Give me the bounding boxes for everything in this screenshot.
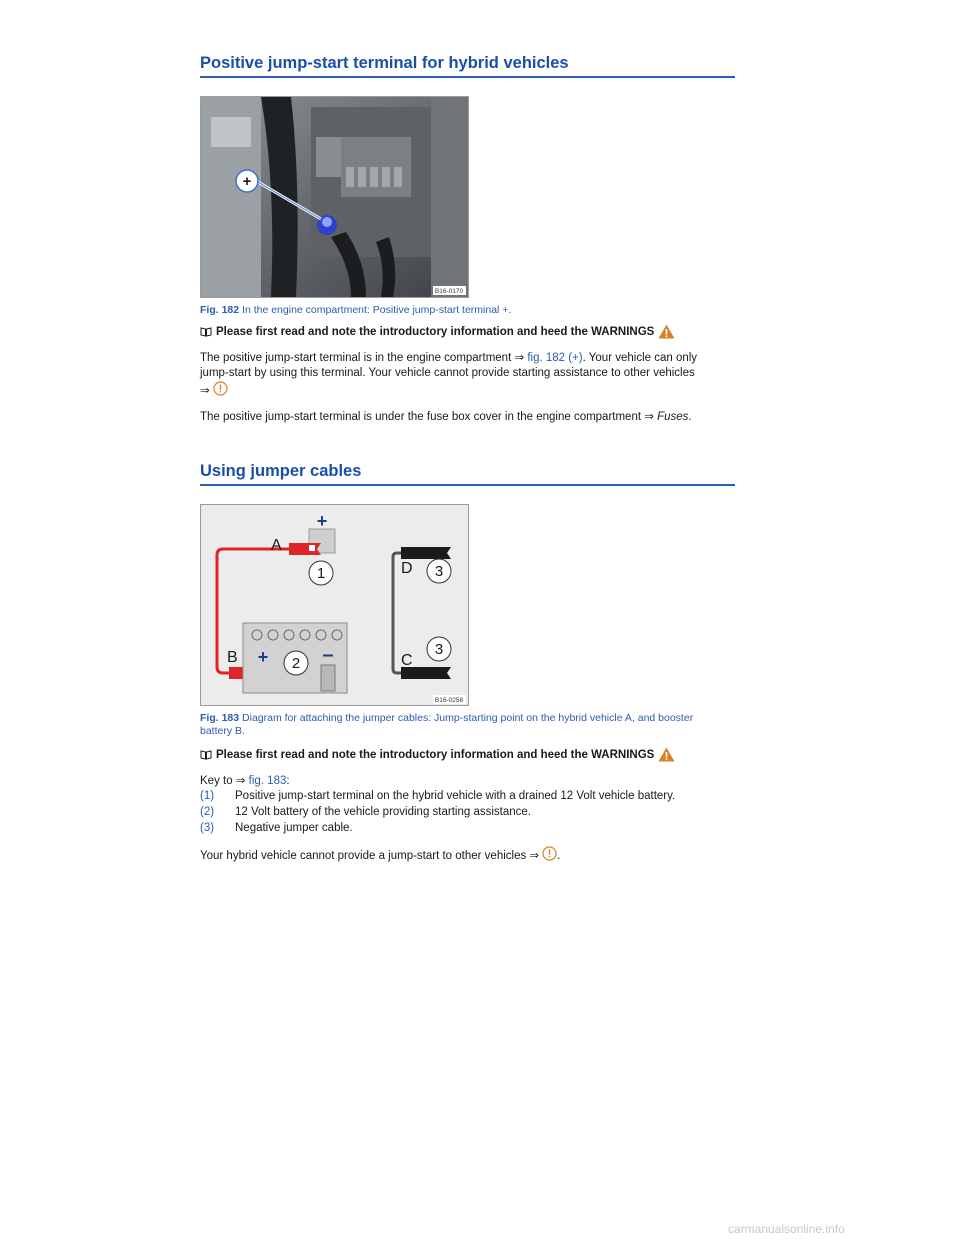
final-period: . [557, 850, 561, 862]
key-text: Negative jumper cable. [235, 822, 353, 834]
caption-label: Fig. 182 [200, 304, 240, 316]
paragraph-no-jumpstart-others [200, 846, 720, 864]
figure-caption-182 [200, 304, 730, 317]
figure-plus-label: + [242, 173, 252, 190]
caption-line1: Diagram for attaching the jumper cables: Jump-starting point on the hybrid vehicle A, and booster [239, 712, 694, 724]
para1-text-b: . Your vehicle can only [582, 352, 698, 364]
warnings-notice-2 [200, 747, 675, 762]
section-title-positive-terminal: Positive jump-start terminal for hybrid vehicles [200, 54, 735, 78]
key-num: (2) [200, 806, 215, 818]
warning-triangle-icon[interactable] [658, 324, 675, 339]
jumper-cable-diagram [201, 505, 468, 705]
para2-text-a: The positive jump-start terminal is under the fuse box cover in the engine compartment ⇒ [200, 411, 654, 423]
caption-line2: battery B. [200, 725, 245, 737]
key-num: (3) [200, 822, 215, 834]
figure-code: B16-0258 [434, 697, 464, 704]
figure-code: B16-0170 [434, 288, 464, 295]
caption-label: Fig. 183 [200, 712, 240, 724]
battery-minus-label: – [322, 644, 334, 666]
caution-circle-icon[interactable] [213, 381, 228, 396]
section-title-jumper-cables: Using jumper cables [200, 462, 735, 486]
fig-182-link[interactable]: fig. 182 (+) [527, 352, 583, 364]
callout-3-top: 3 [434, 563, 444, 580]
callout-3-bottom: 3 [434, 641, 444, 658]
caution-circle-icon[interactable] [542, 846, 557, 861]
book-icon [200, 750, 212, 760]
callout-1: 1 [316, 565, 326, 582]
para1-arrow: ⇒ [200, 385, 210, 397]
para1-line2: jump-start by using this terminal. Your vehicle cannot provide starting assistance to other vehicles [200, 367, 695, 379]
warnings-notice-1 [200, 324, 675, 339]
callout-2: 2 [291, 655, 301, 672]
label-C: C [401, 652, 413, 669]
key-intro-colon: : [286, 775, 290, 787]
figure-caption-183 [200, 712, 730, 738]
terminal-plus-label: + [316, 511, 328, 531]
warning-triangle-icon[interactable] [658, 747, 675, 762]
paragraph-fuse-box [200, 410, 720, 425]
fig-183-link[interactable]: fig. 183 [248, 775, 287, 787]
engine-compartment-photo [201, 97, 468, 297]
key-item-1 [200, 790, 675, 802]
key-item-2 [200, 806, 531, 818]
fuses-link[interactable]: Fuses [657, 411, 689, 423]
notice-text: Please first read and note the introductory information and heed the WARNINGS [216, 325, 655, 338]
para2-text-b: . [688, 411, 692, 423]
book-icon [200, 327, 212, 337]
paragraph-terminal-location [200, 351, 720, 399]
watermark: carmanualsonline.info [728, 1222, 845, 1236]
key-intro [200, 774, 720, 789]
figure-jumper-diagram [200, 504, 469, 706]
para1-text-a: The positive jump-start terminal is in the engine compartment ⇒ [200, 352, 525, 364]
key-text: 12 Volt battery of the vehicle providing starting assistance. [235, 806, 531, 818]
key-item-3 [200, 822, 353, 834]
final-text: Your hybrid vehicle cannot provide a jump-start to other vehicles ⇒ [200, 850, 540, 862]
figure-engine-compartment [200, 96, 469, 298]
battery-plus-label: + [257, 647, 269, 667]
label-B: B [227, 649, 238, 666]
notice-text: Please first read and note the introductory information and heed the WARNINGS [216, 748, 655, 761]
caption-text: In the engine compartment: Positive jump-start terminal +. [239, 304, 512, 316]
key-text: Positive jump-start terminal on the hybrid vehicle with a drained 12 Volt vehicle battery. [235, 790, 676, 802]
key-intro-text: Key to ⇒ [200, 775, 246, 787]
label-A: A [271, 537, 282, 554]
key-num: (1) [200, 790, 215, 802]
label-D: D [401, 560, 413, 577]
